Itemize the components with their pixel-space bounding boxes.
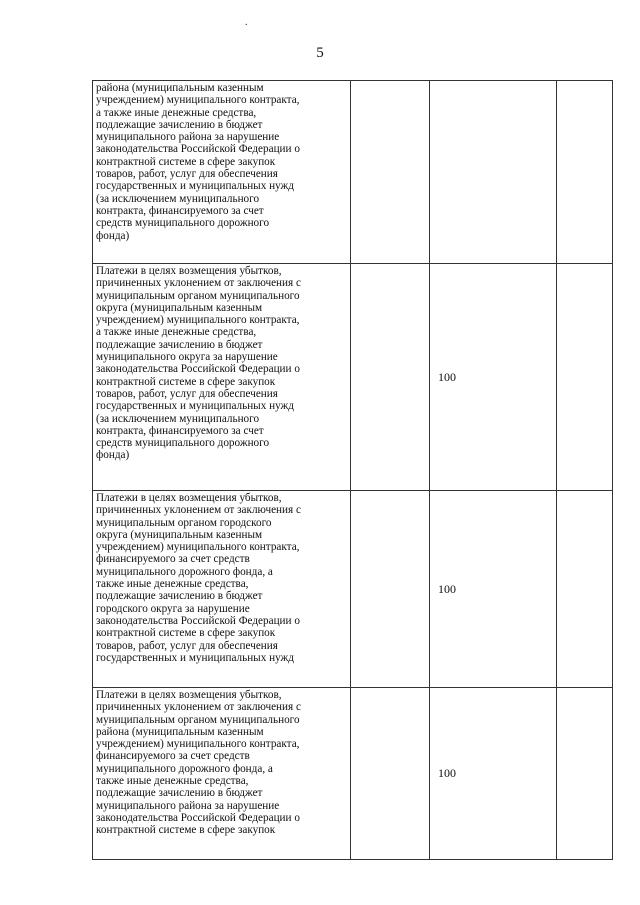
scan-dot: . [245, 17, 248, 28]
percent-value: 100 [438, 766, 456, 780]
empty-cell [557, 81, 613, 264]
table-row [93, 688, 613, 860]
empty-cell [351, 491, 430, 688]
table-row [93, 491, 613, 688]
description-cell: района (муниципальным казенным учреждением) муниципального контракта, а также иные денежные средства, подлежащие зачислению в бюджет муниципального района за нарушение законодательства Российской Федерации о контрактной системе в сфере закупок товаров, работ, услуг для обеспечения государственных и муниципальных нужд (за исключением муниципального контракта, финансируемого за счет средств муниципального дорожного фонда) [93, 81, 351, 264]
percent-cell [430, 491, 557, 688]
page-number: 5 [316, 45, 324, 61]
empty-cell [351, 264, 430, 491]
revenue-distribution-table [92, 80, 613, 860]
percent-cell [430, 688, 557, 860]
empty-cell [557, 264, 613, 491]
empty-cell [351, 688, 430, 860]
percent-cell [430, 81, 557, 264]
table-row [93, 264, 613, 491]
description-cell: Платежи в целях возмещения убытков, причиненных уклонением от заключения с муниципальным органом городского округа (муниципальным казенным учреждением) муниципального контракта, финансируемого за счет средств муниципального дорожного фонда, а также иные денежные средства, подлежащие зачислению в бюджет городского округа за нарушение законодательства Российской Федерации о контрактной системе в сфере закупок товаров, работ, услуг для обеспечения государственных и муниципальных нужд [93, 491, 351, 688]
empty-cell [557, 688, 613, 860]
description-cell: Платежи в целях возмещения убытков, причиненных уклонением от заключения с муниципальным органом муниципального района (муниципальным казенным учреждением) муниципального контракта, финансируемого за счет средств муниципального дорожного фонда, а также иные денежные средства, подлежащие зачислению в бюджет муниципального района за нарушение законодательства Российской Федерации о контрактной системе в сфере закупок [93, 688, 351, 860]
description-cell: Платежи в целях возмещения убытков, причиненных уклонением от заключения с муниципальным органом муниципального округа (муниципальным казенным учреждением) муниципального контракта, а также иные денежные средства, подлежащие зачислению в бюджет муниципального округа за нарушение законодательства Российской Федерации о контрактной системе в сфере закупок товаров, работ, услуг для обеспечения государственных и муниципальных нужд (за исключением муниципального контракта, финансируемого за счет средств муниципального дорожного фонда) [93, 264, 351, 491]
percent-value: 100 [438, 582, 456, 596]
empty-cell [557, 491, 613, 688]
percent-cell [430, 264, 557, 491]
percent-value: 100 [438, 370, 456, 384]
table-row [93, 81, 613, 264]
empty-cell [351, 81, 430, 264]
